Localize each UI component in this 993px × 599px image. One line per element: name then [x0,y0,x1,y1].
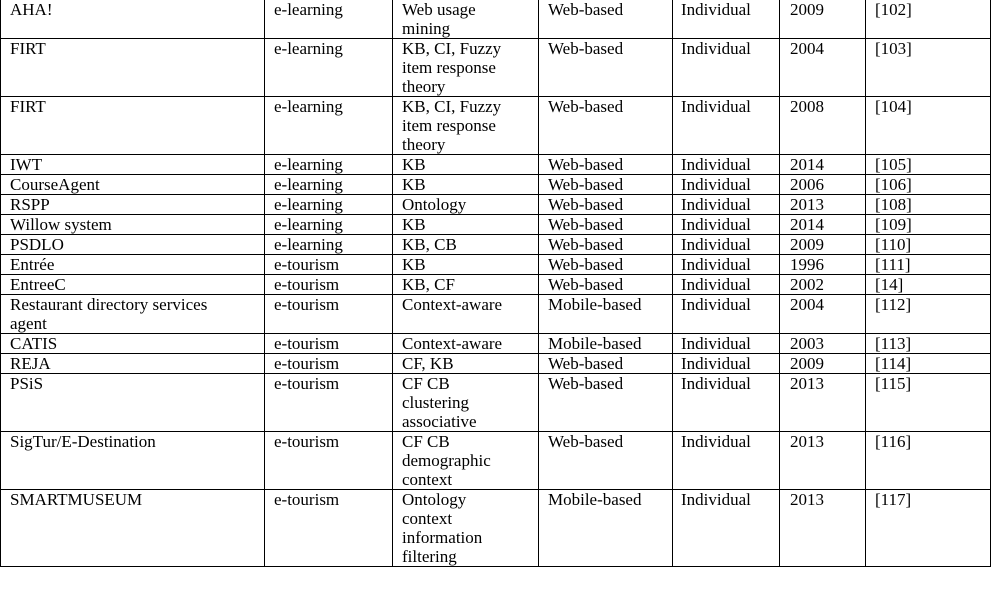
cell-reference: [104] [866,97,991,155]
table-row [1,490,991,567]
cell-reference: [115] [866,374,991,432]
cell-system: FIRT [1,39,265,97]
table-row [1,354,991,374]
cell-target: Individual [673,155,780,175]
cell-system: CATIS [1,334,265,354]
cell-technique: Ontology context information filtering [393,490,539,567]
cell-platform: Web-based [539,175,673,195]
cell-target: Individual [673,195,780,215]
cell-system: SigTur/E-Destination [1,432,265,490]
table-row [1,175,991,195]
cell-platform: Mobile-based [539,490,673,567]
cell-platform: Mobile-based [539,334,673,354]
cell-technique: KB [393,175,539,195]
table-row [1,195,991,215]
cell-year: 2009 [780,354,866,374]
cell-target: Individual [673,175,780,195]
cell-technique: CF, KB [393,354,539,374]
cell-platform: Web-based [539,0,673,39]
cell-technique: Context-aware [393,334,539,354]
cell-reference: [111] [866,255,991,275]
cell-platform: Web-based [539,235,673,255]
table-body [1,0,991,567]
table-row [1,374,991,432]
cell-domain: e-learning [265,39,393,97]
cell-domain: e-tourism [265,432,393,490]
cell-target: Individual [673,432,780,490]
cell-platform: Web-based [539,155,673,175]
cell-platform: Web-based [539,255,673,275]
cell-system: PSiS [1,374,265,432]
cell-target: Individual [673,295,780,334]
cell-system: Restaurant directory services agent [1,295,265,334]
cell-target: Individual [673,490,780,567]
cell-system: IWT [1,155,265,175]
cell-platform: Web-based [539,39,673,97]
cell-technique: KB, CI, Fuzzy item response theory [393,39,539,97]
cell-reference: [116] [866,432,991,490]
cell-reference: [105] [866,155,991,175]
cell-reference: [108] [866,195,991,215]
cell-reference: [110] [866,235,991,255]
cell-platform: Web-based [539,215,673,235]
cell-year: 2013 [780,490,866,567]
cell-domain: e-tourism [265,334,393,354]
table-row [1,255,991,275]
cell-domain: e-tourism [265,295,393,334]
cell-year: 2009 [780,0,866,39]
cell-target: Individual [673,97,780,155]
cell-domain: e-learning [265,155,393,175]
cell-domain: e-tourism [265,490,393,567]
cell-system: PSDLO [1,235,265,255]
cell-platform: Web-based [539,374,673,432]
cell-technique: KB, CI, Fuzzy item response theory [393,97,539,155]
cell-technique: CF CB demographic context [393,432,539,490]
cell-year: 2008 [780,97,866,155]
cell-year: 1996 [780,255,866,275]
cell-reference: [103] [866,39,991,97]
cell-target: Individual [673,215,780,235]
cell-domain: e-learning [265,97,393,155]
cell-reference: [14] [866,275,991,295]
cell-technique: Ontology [393,195,539,215]
table-row [1,155,991,175]
cell-year: 2013 [780,432,866,490]
cell-target: Individual [673,354,780,374]
table-row [1,215,991,235]
cell-system: REJA [1,354,265,374]
cell-domain: e-learning [265,175,393,195]
cell-technique: CF CB clustering associative [393,374,539,432]
table-row [1,97,991,155]
cell-year: 2006 [780,175,866,195]
table-row [1,334,991,354]
cell-reference: [109] [866,215,991,235]
cell-reference: [106] [866,175,991,195]
cell-reference: [113] [866,334,991,354]
table-row [1,432,991,490]
cell-year: 2002 [780,275,866,295]
cell-platform: Web-based [539,275,673,295]
cell-year: 2014 [780,155,866,175]
cell-technique: KB [393,215,539,235]
cell-year: 2004 [780,39,866,97]
cell-platform: Mobile-based [539,295,673,334]
cell-platform: Web-based [539,97,673,155]
cell-platform: Web-based [539,432,673,490]
cell-system: CourseAgent [1,175,265,195]
cell-system: EntreeC [1,275,265,295]
cell-target: Individual [673,0,780,39]
cell-year: 2014 [780,215,866,235]
cell-domain: e-tourism [265,354,393,374]
cell-system: AHA! [1,0,265,39]
cell-target: Individual [673,374,780,432]
cell-technique: KB, CF [393,275,539,295]
cell-reference: [117] [866,490,991,567]
cell-technique: Web usage mining [393,0,539,39]
cell-domain: e-learning [265,195,393,215]
cell-technique: Context-aware [393,295,539,334]
cell-year: 2003 [780,334,866,354]
table-row [1,275,991,295]
cell-system: FIRT [1,97,265,155]
cell-year: 2013 [780,374,866,432]
table-row [1,39,991,97]
cell-system: SMARTMUSEUM [1,490,265,567]
cell-year: 2013 [780,195,866,215]
cell-reference: [102] [866,0,991,39]
cell-system: RSPP [1,195,265,215]
cell-system: Entrée [1,255,265,275]
cell-domain: e-tourism [265,275,393,295]
table-row [1,295,991,334]
cell-target: Individual [673,334,780,354]
cell-target: Individual [673,235,780,255]
cell-technique: KB [393,155,539,175]
cell-system: Willow system [1,215,265,235]
cell-target: Individual [673,275,780,295]
cell-domain: e-learning [265,235,393,255]
cell-domain: e-learning [265,0,393,39]
cell-year: 2004 [780,295,866,334]
cell-target: Individual [673,39,780,97]
cell-year: 2009 [780,235,866,255]
cell-domain: e-tourism [265,255,393,275]
cell-reference: [114] [866,354,991,374]
cell-platform: Web-based [539,195,673,215]
table-row [1,0,991,39]
cell-target: Individual [673,255,780,275]
cell-platform: Web-based [539,354,673,374]
cell-technique: KB, CB [393,235,539,255]
cell-technique: KB [393,255,539,275]
table-row [1,235,991,255]
cell-domain: e-learning [265,215,393,235]
cell-domain: e-tourism [265,374,393,432]
cell-reference: [112] [866,295,991,334]
